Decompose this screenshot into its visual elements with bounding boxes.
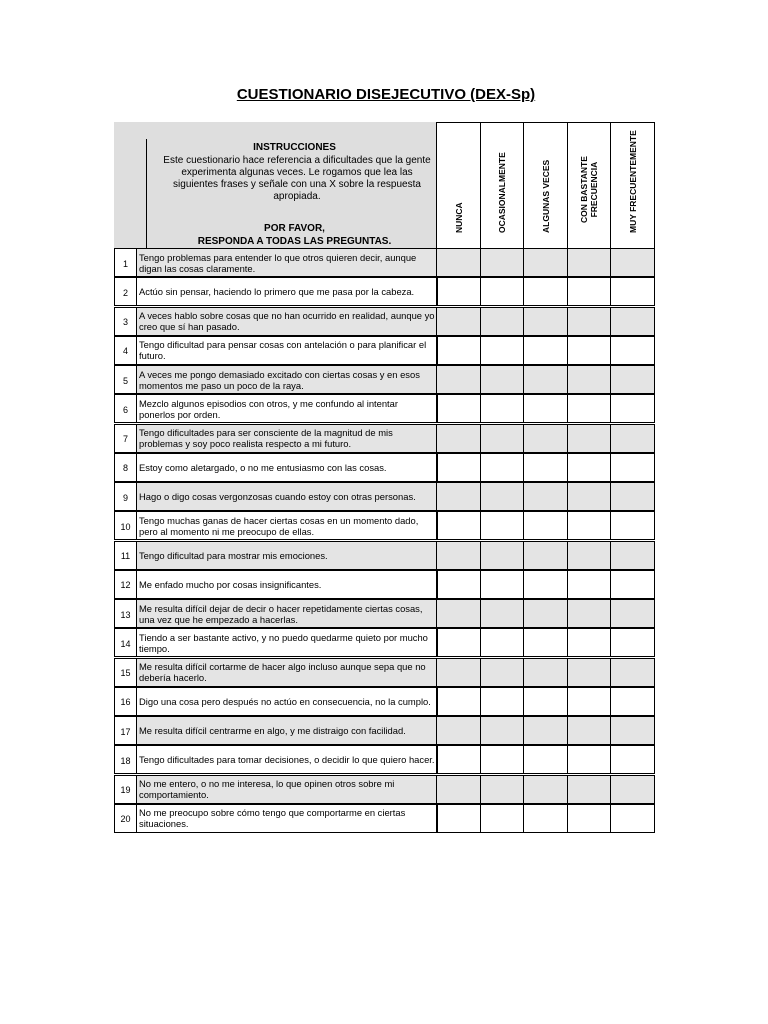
answer-cell[interactable] xyxy=(610,424,655,453)
column-header-con-bastante-frecuencia xyxy=(567,122,611,249)
answer-cell[interactable] xyxy=(610,716,655,745)
column-label: ALGUNAS VECES xyxy=(540,159,551,233)
table-row xyxy=(114,424,655,453)
answer-cell[interactable] xyxy=(567,687,611,716)
column-label: NUNCA xyxy=(453,202,464,233)
answer-cell[interactable] xyxy=(567,424,611,453)
answer-cell[interactable] xyxy=(436,511,481,540)
answer-cell[interactable] xyxy=(523,658,568,687)
answer-cell[interactable] xyxy=(610,745,655,774)
item-text xyxy=(136,716,438,745)
answer-cell[interactable] xyxy=(523,628,568,657)
answer-cell[interactable] xyxy=(480,804,524,833)
table-row xyxy=(114,248,655,277)
item-text xyxy=(136,658,438,687)
item-number: 14 xyxy=(114,628,137,657)
item-number: 5 xyxy=(114,365,137,394)
answer-cell[interactable] xyxy=(480,745,524,774)
item-text-label: Digo una cosa pero después no actúo en consecuencia, no la cumplo. xyxy=(139,695,431,707)
answer-cell[interactable] xyxy=(480,541,524,570)
item-number: 16 xyxy=(114,687,137,716)
answer-cell[interactable] xyxy=(436,775,481,804)
answer-cell[interactable] xyxy=(610,307,655,336)
answer-cell[interactable] xyxy=(436,365,481,394)
answer-cell[interactable] xyxy=(567,307,611,336)
answer-cell[interactable] xyxy=(480,277,524,306)
answer-cell[interactable] xyxy=(436,658,481,687)
item-number: 13 xyxy=(114,599,137,628)
item-text xyxy=(136,336,438,365)
answer-cell[interactable] xyxy=(610,277,655,306)
table-row xyxy=(114,687,655,716)
answer-cell[interactable] xyxy=(610,804,655,833)
answer-cell[interactable] xyxy=(567,599,611,628)
answer-cell[interactable] xyxy=(436,453,481,482)
answer-cell[interactable] xyxy=(436,716,481,745)
column-label-line-1: CON BASTANTE xyxy=(579,156,589,223)
item-text-label: Actúo sin pensar, haciendo lo primero que me pasa por la cabeza. xyxy=(139,286,415,298)
answer-cell[interactable] xyxy=(610,687,655,716)
item-number: 18 xyxy=(114,745,137,774)
instructions-text: Este cuestionario hace referencia a dificultades que la gente experimenta algunas veces. Le rogamos que lea las siguientes frases y señale con una X sobre la respuesta apropiada. xyxy=(163,155,431,202)
item-text xyxy=(136,775,438,804)
item-text xyxy=(136,482,438,511)
answer-cell[interactable] xyxy=(523,716,568,745)
answer-cell[interactable] xyxy=(567,804,611,833)
item-number: 15 xyxy=(114,658,137,687)
answer-cell[interactable] xyxy=(480,482,524,511)
answer-cell[interactable] xyxy=(610,628,655,657)
item-text-label: A veces me pongo demasiado excitado con ciertas cosas y en esos momentos me paso un poco de la raya. xyxy=(139,368,420,391)
column-header-nunca xyxy=(436,122,481,249)
column-header-ocasionalmente xyxy=(480,122,524,249)
please-line-2: RESPONDA A TODAS LAS PREGUNTAS. xyxy=(197,235,392,247)
answer-cell[interactable] xyxy=(610,658,655,687)
answer-cell[interactable] xyxy=(480,248,524,277)
item-text xyxy=(136,628,438,657)
table-row xyxy=(114,336,655,365)
item-text xyxy=(136,570,438,599)
answer-cell[interactable] xyxy=(523,687,568,716)
item-text-label: Me resulta difícil dejar de decir o hacer repetidamente ciertas cosas, una vez que he empezado a hacerlas. xyxy=(139,602,423,625)
answer-cell[interactable] xyxy=(436,687,481,716)
item-number: 8 xyxy=(114,453,137,482)
answer-cell[interactable] xyxy=(436,424,481,453)
item-text xyxy=(136,453,438,482)
answer-cell[interactable] xyxy=(610,570,655,599)
item-text-label: Hago o digo cosas vergonzosas cuando estoy con otras personas. xyxy=(139,491,416,502)
item-text-label: Me resulta difícil centrarme en algo, y me distraigo con facilidad. xyxy=(139,725,406,736)
item-number: 3 xyxy=(114,307,137,336)
table-row xyxy=(114,599,655,628)
item-text xyxy=(136,307,438,336)
table-row xyxy=(114,658,655,687)
answer-cell[interactable] xyxy=(610,394,655,423)
questionnaire-title: CUESTIONARIO DISEJECUTIVO (DEX-Sp) xyxy=(236,86,536,103)
answer-cell[interactable] xyxy=(567,775,611,804)
item-text-label: Estoy como aletargado, o no me entusiasmo con las cosas. xyxy=(139,461,387,473)
answer-cell[interactable] xyxy=(610,511,655,540)
answer-cell[interactable] xyxy=(567,453,611,482)
item-text xyxy=(136,599,438,628)
answer-cell[interactable] xyxy=(567,277,611,306)
please-line-1: POR FAVOR, xyxy=(264,223,325,234)
table-row xyxy=(114,745,655,774)
answer-cell[interactable] xyxy=(480,628,524,657)
instructions-heading: INSTRUCCIONES xyxy=(253,142,336,153)
answer-cell[interactable] xyxy=(567,745,611,774)
item-text xyxy=(136,277,438,306)
table-row xyxy=(114,277,655,306)
answer-cell[interactable] xyxy=(567,394,611,423)
answer-cell[interactable] xyxy=(523,599,568,628)
item-number: 12 xyxy=(114,570,137,599)
answer-cell[interactable] xyxy=(480,336,524,365)
answer-cell[interactable] xyxy=(610,775,655,804)
answer-cell[interactable] xyxy=(480,365,524,394)
column-header-muy-frecuentemente xyxy=(610,122,655,249)
item-text-label: Tiendo a ser bastante activo, y no puedo quedarme quieto por mucho tiempo. xyxy=(139,631,428,654)
column-label xyxy=(579,156,599,223)
item-text xyxy=(136,424,438,453)
answer-cell[interactable] xyxy=(567,511,611,540)
answer-cell[interactable] xyxy=(610,453,655,482)
answer-cell[interactable] xyxy=(480,394,524,423)
item-text-label: Tengo problemas para entender lo que otros quieren decir, aunque digan las cosas claramente. xyxy=(139,251,417,274)
answer-cell[interactable] xyxy=(567,628,611,657)
answer-cell[interactable] xyxy=(480,658,524,687)
item-text xyxy=(136,541,438,570)
item-text xyxy=(136,804,438,833)
table-row xyxy=(114,775,655,804)
item-number: 10 xyxy=(114,511,137,540)
table-row xyxy=(114,541,655,570)
item-number: 19 xyxy=(114,775,137,804)
table-row xyxy=(114,570,655,599)
answer-cell[interactable] xyxy=(436,277,481,306)
table-row xyxy=(114,394,655,423)
answer-cell[interactable] xyxy=(436,336,481,365)
answer-cell[interactable] xyxy=(610,336,655,365)
item-text-label: A veces hablo sobre cosas que no han ocurrido en realidad, aunque yo creo que sí han pasado. xyxy=(139,310,435,332)
item-number: 17 xyxy=(114,716,137,745)
answer-cell[interactable] xyxy=(523,424,568,453)
answer-cell[interactable] xyxy=(610,599,655,628)
answer-cell[interactable] xyxy=(567,482,611,511)
questionnaire-table xyxy=(114,122,655,833)
answer-cell[interactable] xyxy=(436,628,481,657)
item-number: 20 xyxy=(114,804,137,833)
item-text-label: No me preocupo sobre cómo tengo que comportarme en ciertas situaciones. xyxy=(139,807,406,830)
answer-cell[interactable] xyxy=(436,541,481,570)
item-text-label: Tengo dificultad para mostrar mis emociones. xyxy=(139,549,328,561)
column-label-line-2: FRECUENCIA xyxy=(589,161,599,218)
column-label: MUY FRECUENTEMENTE xyxy=(627,130,638,233)
divider xyxy=(146,139,147,249)
item-number: 6 xyxy=(114,394,137,423)
item-text-label: Me enfado mucho por cosas insignificantes. xyxy=(139,578,322,590)
answer-cell[interactable] xyxy=(567,658,611,687)
answer-cell[interactable] xyxy=(436,570,481,599)
item-text xyxy=(136,745,438,774)
table-row xyxy=(114,482,655,511)
answer-cell[interactable] xyxy=(567,716,611,745)
answer-cell[interactable] xyxy=(610,541,655,570)
item-text xyxy=(136,248,438,277)
item-text xyxy=(136,365,438,394)
answer-cell[interactable] xyxy=(567,248,611,277)
answer-cell[interactable] xyxy=(480,716,524,745)
please-answer-all xyxy=(148,223,441,248)
answer-cell[interactable] xyxy=(567,570,611,599)
answer-cell[interactable] xyxy=(436,599,481,628)
answer-cell[interactable] xyxy=(480,687,524,716)
answer-cell[interactable] xyxy=(480,453,524,482)
answer-cell[interactable] xyxy=(523,336,568,365)
item-text xyxy=(136,687,438,716)
answer-cell[interactable] xyxy=(523,804,568,833)
answer-cell[interactable] xyxy=(436,248,481,277)
item-text-label: No me entero, o no me interesa, lo que opinen otros sobre mi comportamiento. xyxy=(139,778,395,800)
item-number: 2 xyxy=(114,277,137,306)
answer-cell[interactable] xyxy=(523,307,568,336)
item-number: 1 xyxy=(114,248,137,277)
answer-cell[interactable] xyxy=(436,804,481,833)
answer-cell[interactable] xyxy=(523,453,568,482)
item-text-label: Tengo muchas ganas de hacer ciertas cosas en un momento dado, pero al momento ni me preocupo de ellas. xyxy=(139,514,419,537)
answer-cell[interactable] xyxy=(523,365,568,394)
table-row xyxy=(114,307,655,336)
table-row xyxy=(114,628,655,657)
table-row xyxy=(114,511,655,540)
item-text-label: Mezclo algunos episodios con otros, y me confundo al intentar ponerlos por orden. xyxy=(139,397,399,420)
table-row xyxy=(114,365,655,394)
answer-cell[interactable] xyxy=(523,570,568,599)
answer-cell[interactable] xyxy=(523,277,568,306)
answer-cell[interactable] xyxy=(610,248,655,277)
table-row xyxy=(114,453,655,482)
answer-cell[interactable] xyxy=(523,248,568,277)
item-text-label: Tengo dificultades para ser consciente de la magnitud de mis problemas y soy poco realista respecto a mi futuro. xyxy=(139,427,393,449)
item-number: 4 xyxy=(114,336,137,365)
answer-cell[interactable] xyxy=(523,745,568,774)
answer-cell[interactable] xyxy=(480,599,524,628)
answer-cell[interactable] xyxy=(523,482,568,511)
answer-cell[interactable] xyxy=(610,482,655,511)
item-text-label: Tengo dificultad para pensar cosas con antelación o para planificar el futuro. xyxy=(139,339,427,362)
answer-cell[interactable] xyxy=(567,541,611,570)
item-text xyxy=(136,394,438,423)
table-row xyxy=(114,716,655,745)
column-header-algunas-veces xyxy=(523,122,568,249)
item-number: 7 xyxy=(114,424,137,453)
answer-cell[interactable] xyxy=(480,775,524,804)
column-label: OCASIONALMENTE xyxy=(497,152,507,233)
answer-cell[interactable] xyxy=(610,365,655,394)
answer-cell[interactable] xyxy=(480,511,524,540)
answer-cell[interactable] xyxy=(480,307,524,336)
answer-cell[interactable] xyxy=(567,365,611,394)
answer-cell[interactable] xyxy=(436,307,481,336)
answer-cell[interactable] xyxy=(436,482,481,511)
answer-cell[interactable] xyxy=(480,570,524,599)
item-text-label: Me resulta difícil cortarme de hacer algo incluso aunque sepa que no debería hacerlo. xyxy=(139,661,426,683)
item-text xyxy=(136,511,438,540)
table-row xyxy=(114,804,655,833)
item-number: 9 xyxy=(114,482,137,511)
answer-cell[interactable] xyxy=(436,745,481,774)
item-number: 11 xyxy=(114,541,137,570)
item-text-label: Tengo dificultades para tomar decisiones, o decidir lo que quiero hacer. xyxy=(139,754,435,766)
answer-cell[interactable] xyxy=(523,511,568,540)
answer-cell[interactable] xyxy=(523,541,568,570)
answer-cell[interactable] xyxy=(523,775,568,804)
answer-cell[interactable] xyxy=(567,336,611,365)
answer-cell[interactable] xyxy=(480,424,524,453)
answer-cell[interactable] xyxy=(523,394,568,423)
answer-cell[interactable] xyxy=(436,394,481,423)
